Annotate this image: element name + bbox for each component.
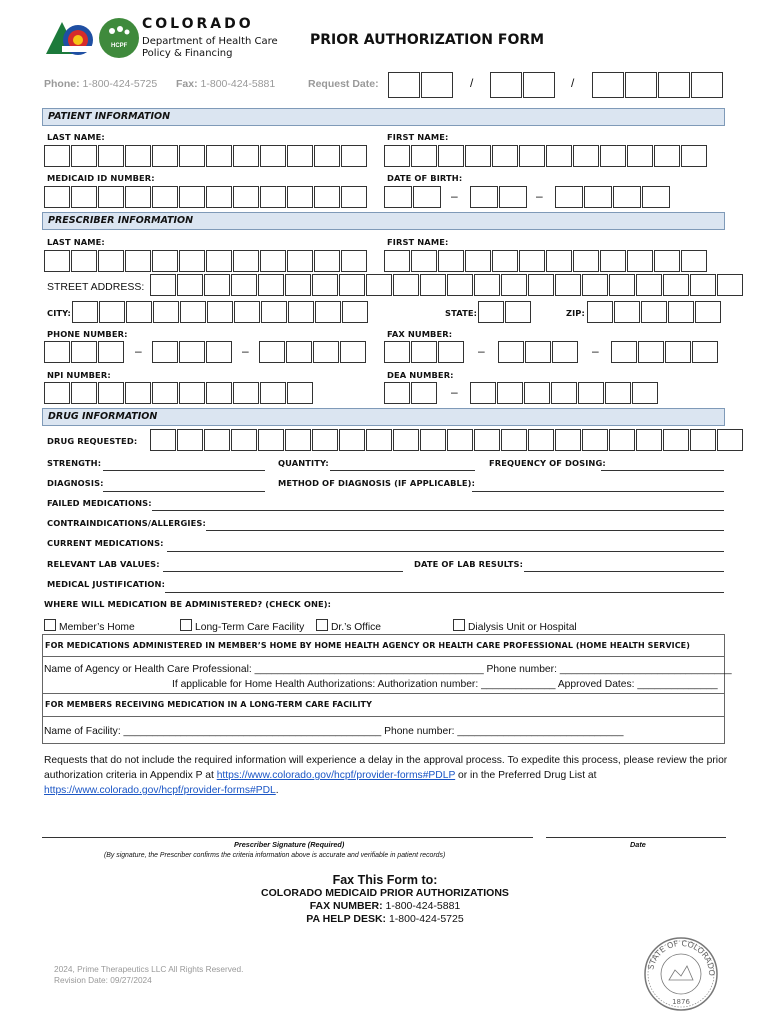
fax-value: 1-800-424-5881 (200, 78, 276, 90)
home-health-divider (42, 656, 725, 657)
date-line[interactable] (546, 837, 726, 838)
quantity-line[interactable] (330, 470, 475, 471)
org-name: COLORADO (142, 16, 254, 32)
prescriber-last-name-boxes[interactable] (44, 250, 368, 272)
drug-section-header: DRUG INFORMATION (42, 408, 725, 426)
authorization-field[interactable]: If applicable for Home Health Authorizations: Authorization number: _____________ Approved Dates: ______________ (172, 679, 718, 690)
dob-day-boxes[interactable] (470, 186, 528, 208)
dea-label: DEA NUMBER: (387, 370, 454, 380)
drs-office-checkbox[interactable] (316, 619, 328, 631)
lab-date-line[interactable] (524, 571, 724, 572)
quantity-label: QUANTITY: (278, 458, 329, 468)
phone-label: Phone: (44, 78, 80, 90)
notice-line-3: https://www.colorado.gov/hcpf/provider-forms#PDL. (44, 785, 279, 796)
street-boxes[interactable] (150, 274, 744, 296)
fax-block-org: COLORADO MEDICAID PRIOR AUTHORIZATIONS (261, 887, 509, 899)
city-label: CITY: (47, 308, 71, 318)
phone-value: 1-800-424-5725 (82, 78, 158, 90)
state-boxes[interactable] (478, 301, 532, 323)
failed-label: FAILED MEDICATIONS: (47, 498, 152, 508)
current-line[interactable] (167, 551, 724, 552)
ltc-checkbox[interactable] (180, 619, 192, 631)
current-label: CURRENT MEDICATIONS: (47, 538, 164, 548)
page-title: PRIOR AUTHORIZATION FORM (310, 32, 545, 48)
header-phone (44, 78, 157, 90)
npi-label: NPI NUMBER: (47, 370, 111, 380)
zip-label: ZIP: (566, 308, 585, 318)
phone-area-boxes[interactable] (44, 341, 125, 363)
diagnosis-label: DIAGNOSIS: (47, 478, 104, 488)
home-health-heading: FOR MEDICATIONS ADMINISTERED IN MEMBER’S HOME BY HOME HEALTH AGENCY OR HEALTH CARE PROFESSIONAL (HOME HEALTH SERVICE) (45, 641, 690, 650)
request-date-day[interactable] (490, 72, 556, 98)
dob-dash-2: – (536, 189, 543, 203)
date-label: Date (630, 840, 646, 849)
prescriber-phone-label: PHONE NUMBER: (47, 329, 128, 339)
notice-line-1: Requests that do not include the required information will experience a delay in the approval process. To expedite this process, please review the prior (44, 755, 728, 766)
option-drs-office[interactable]: Dr.’s Office (316, 619, 381, 633)
dea-prefix-boxes[interactable] (384, 382, 438, 404)
prescriber-last-name-label: LAST NAME: (47, 237, 105, 247)
request-date-label: Request Date: (308, 78, 379, 90)
prescriber-fax-label: FAX NUMBER: (387, 329, 453, 339)
justification-line[interactable] (165, 592, 724, 593)
fax-area-boxes[interactable] (384, 341, 465, 363)
seal-text: STATE OF COLORADO (646, 938, 717, 976)
phone-dash-2: – (242, 344, 249, 358)
dob-month-boxes[interactable] (384, 186, 442, 208)
request-date-year[interactable] (592, 72, 724, 98)
patient-last-name-label: LAST NAME: (47, 132, 105, 142)
fax-prefix-boxes[interactable] (498, 341, 579, 363)
prescriber-first-name-boxes[interactable] (384, 250, 708, 272)
signature-label: Prescriber Signature (Required) (234, 840, 345, 849)
dob-dash-1: – (451, 189, 458, 203)
patient-last-name-boxes[interactable] (44, 145, 368, 167)
svg-text:STATE OF COLORADO (646, 939, 716, 976)
facility-field[interactable]: Name of Facility: _____________________________________________ Phone number: _____________________________ (44, 726, 624, 737)
contra-line[interactable] (206, 530, 724, 531)
seal-year: 1876 (672, 998, 690, 1006)
signature-line[interactable] (42, 837, 533, 838)
dept-line-2: Policy & Financing (142, 48, 233, 59)
date-sep-2: / (571, 76, 575, 90)
prescriber-first-name-label: FIRST NAME: (387, 237, 449, 247)
pdlp-link[interactable]: https://www.colorado.gov/hcpf/provider-forms#PDLP (216, 770, 456, 781)
method-label: METHOD OF DIAGNOSIS (IF APPLICABLE): (278, 478, 475, 488)
option-members-home[interactable]: Member’s Home (44, 619, 135, 633)
dialysis-checkbox[interactable] (453, 619, 465, 631)
dob-year-boxes[interactable] (555, 186, 671, 208)
copyright: 2024, Prime Therapeutics LLC All Rights Reserved. (54, 964, 244, 974)
npi-boxes[interactable] (44, 382, 314, 404)
fax-label: Fax: (176, 78, 198, 90)
fax-block-title: Fax This Form to: (332, 873, 438, 887)
dea-number-boxes[interactable] (470, 382, 659, 404)
lab-date-label: DATE OF LAB RESULTS: (414, 559, 524, 569)
option-long-term-care[interactable]: Long-Term Care Facility (180, 619, 304, 633)
logo-badge: HCPF (111, 43, 128, 49)
ltc-divider (42, 716, 725, 717)
fax-dash-1: – (478, 344, 485, 358)
phone-line-boxes[interactable] (259, 341, 367, 363)
phone-dash-1: – (135, 344, 142, 358)
medicaid-id-boxes[interactable] (44, 186, 368, 208)
strength-line[interactable] (103, 470, 265, 471)
justification-label: MEDICAL JUSTIFICATION: (47, 579, 166, 589)
city-boxes[interactable] (72, 301, 369, 323)
lab-values-label: RELEVANT LAB VALUES: (47, 559, 160, 569)
seal-icon (643, 936, 719, 1012)
pdl-link[interactable]: https://www.colorado.gov/hcpf/provider-forms#PDL (44, 785, 276, 796)
option-dialysis[interactable]: Dialysis Unit or Hospital (453, 619, 577, 633)
street-label: STREET ADDRESS: (47, 281, 145, 293)
method-line[interactable] (472, 491, 724, 492)
drug-requested-label: DRUG REQUESTED: (47, 436, 138, 446)
state-label: STATE: (445, 308, 478, 318)
header-fax (176, 78, 275, 90)
diagnosis-line[interactable] (103, 491, 265, 492)
frequency-line[interactable] (601, 470, 724, 471)
date-sep-1: / (470, 76, 474, 90)
request-date-month[interactable] (388, 72, 454, 98)
patient-section-header: PATIENT INFORMATION (42, 108, 725, 126)
prescriber-section-header: PRESCRIBER INFORMATION (42, 212, 725, 230)
notice-line-2: authorization criteria in Appendix P at https://www.colorado.gov/hcpf/provider-forms#PDLP or in the Preferred Drug List at (44, 770, 597, 781)
members-home-checkbox[interactable] (44, 619, 56, 631)
frequency-label: FREQUENCY OF DOSING: (489, 458, 606, 468)
logo-icon (44, 16, 144, 60)
medicaid-id-label: MEDICAID ID NUMBER: (47, 173, 155, 183)
where-question: WHERE WILL MEDICATION BE ADMINISTERED? (CHECK ONE): (44, 599, 332, 609)
phone-prefix-boxes[interactable] (152, 341, 233, 363)
signature-note: (By signature, the Prescriber confirms the criteria information above is accurate and verifiable in patient records) (104, 852, 446, 859)
fax-block-fax: FAX NUMBER: 1-800-424-5881 (309, 900, 461, 912)
revision-date: Revision Date: 09/27/2024 (54, 975, 152, 985)
state-seal (643, 936, 719, 1012)
strength-label: STRENGTH: (47, 458, 102, 468)
contra-label: CONTRAINDICATIONS/ALLERGIES: (47, 518, 206, 528)
dob-label: DATE OF BIRTH: (387, 173, 463, 183)
agency-field[interactable]: Name of Agency or Health Care Professional: ________________________________________ Phone number: ______________________________ (44, 664, 732, 675)
patient-first-name-boxes[interactable] (384, 145, 708, 167)
ltc-heading: FOR MEMBERS RECEIVING MEDICATION IN A LONG-TERM CARE FACILITY (45, 700, 372, 709)
zip-boxes[interactable] (587, 301, 722, 323)
dea-dash: – (451, 385, 458, 399)
fax-dash-2: – (592, 344, 599, 358)
patient-first-name-label: FIRST NAME: (387, 132, 449, 142)
drug-requested-boxes[interactable] (150, 429, 744, 451)
fax-block-help: PA HELP DESK: 1-800-424-5725 (306, 913, 464, 925)
failed-line[interactable] (152, 510, 724, 511)
dept-line-1: Department of Health Care (142, 36, 278, 47)
lab-values-line[interactable] (163, 571, 403, 572)
colorado-logo (44, 16, 144, 60)
fax-line-boxes[interactable] (611, 341, 719, 363)
